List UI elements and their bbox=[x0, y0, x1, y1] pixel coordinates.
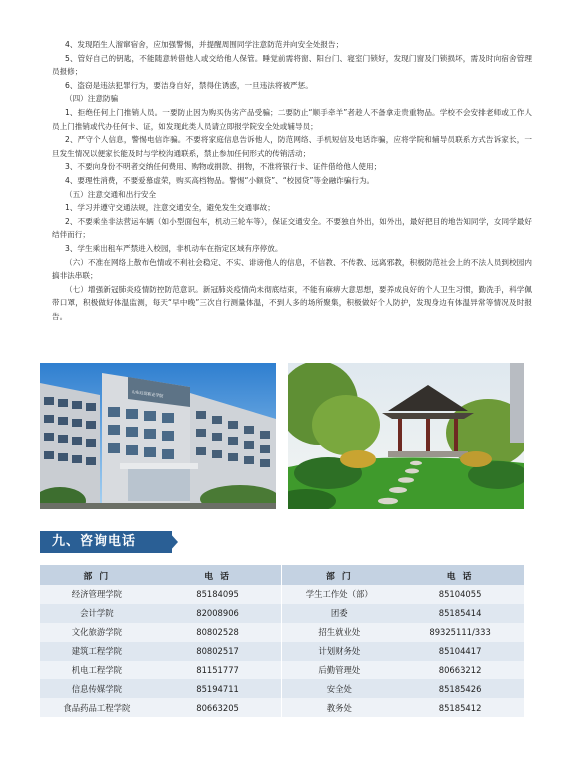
paragraph: （六）不准在网络上散布色情或不利社会稳定、不实、诽谤他人的信息，不信教、不传教、远离邪教，积极防范社会上的不法人员到校园内搞非法串联； bbox=[52, 257, 532, 281]
department-cell: 后勤管理处 bbox=[282, 661, 396, 680]
department-cell: 招生就业处 bbox=[282, 623, 396, 642]
department-cell: 教务处 bbox=[282, 698, 396, 717]
campus-building-photo bbox=[40, 363, 276, 509]
department-cell: 食品药品工程学院 bbox=[40, 698, 154, 717]
phone-cell: 80663205 bbox=[154, 698, 283, 717]
contact-table bbox=[40, 565, 524, 717]
department-cell: 信息传媒学院 bbox=[40, 679, 154, 698]
section-banner bbox=[40, 531, 184, 553]
paragraph: 2、严守个人信息，警惕电信诈骗。不要将家庭信息告诉他人，防范网络、手机短信及电话诈骗，应将学院和辅导员联系方式告诉家长，一旦发生情况以便家长能及时与学校沟通联系，禁止参加任何形式的传销活动； bbox=[52, 135, 532, 158]
table-header-row bbox=[40, 565, 524, 585]
department-cell: 团委 bbox=[282, 604, 396, 623]
phone-cell: 82008906 bbox=[154, 604, 283, 623]
table-row bbox=[40, 698, 524, 717]
phone-cell: 80802517 bbox=[154, 642, 283, 661]
photo-row bbox=[40, 363, 524, 509]
department-cell: 文化旅游学院 bbox=[40, 623, 154, 642]
department-cell: 学生工作处（部） bbox=[282, 585, 396, 604]
table-row bbox=[40, 623, 524, 642]
phone-cell: 85184095 bbox=[154, 585, 283, 604]
phone-cell: 85194711 bbox=[154, 679, 283, 698]
header-department: 部 门 bbox=[282, 565, 396, 585]
department-cell: 经济管理学院 bbox=[40, 585, 154, 604]
paragraph: 1、学习并遵守交通法规，注意交通安全，避免发生交通事故； bbox=[65, 203, 275, 213]
paragraph: 2、不要乘坐非法营运车辆（如小型面包车，机动三轮车等），保证交通安全。不要独自外出，如外出，最好把目的地告知同学，女同学最好结伴而行； bbox=[52, 216, 532, 240]
table-row bbox=[40, 679, 524, 698]
phone-cell: 85104417 bbox=[396, 642, 524, 661]
paragraph: 4、发现陌生人溜窜宿舍，应加强警惕，并提醒周围同学注意防范并向安全处报告； bbox=[65, 40, 344, 49]
department-cell: 机电工程学院 bbox=[40, 661, 154, 680]
department-cell: 建筑工程学院 bbox=[40, 642, 154, 661]
paragraph: 4、要理性消费，不要爱慕虚荣，购买高档物品。警惕“小额贷”、“校园贷”等金融诈骗行为。 bbox=[65, 175, 375, 185]
body-text bbox=[52, 38, 532, 323]
paragraph: 3、学生乘出租车严禁进入校园，非机动车在指定区域有序停放。 bbox=[65, 243, 283, 253]
phone-cell: 85185414 bbox=[396, 604, 524, 623]
section-title: 九、咨询电话 bbox=[52, 534, 137, 549]
table-row bbox=[40, 604, 524, 623]
section-heading: （五）注意交通和出行安全 bbox=[65, 189, 157, 199]
paragraph: （七）增强新冠肺炎疫情防控防范意识。新冠肺炎疫情尚未彻底结束，不能有麻痹大意思想，要养成良好的个人卫生习惯，勤洗手，科学佩带口罩，积极做好体温监测，每天“早中晚”三次自行测量体温，不到人多的场所聚集，积极做好个人防护，发现身边有体温异常等情况及时报告。 bbox=[52, 284, 532, 321]
paragraph: 3、不要向身份不明者交纳任何费用、购物或捐款、捐物，不准将银行卡、证件借给他人使用； bbox=[65, 162, 382, 172]
table-row bbox=[40, 585, 524, 604]
paragraph: 6、盗窃是违法犯罪行为，要洁身自好，禁得住诱惑，一旦违法将被严惩。 bbox=[65, 80, 313, 90]
garden-pavilion-photo bbox=[288, 363, 524, 509]
phone-cell: 89325111/333 bbox=[396, 623, 524, 642]
phone-cell: 85185426 bbox=[396, 679, 524, 698]
department-cell: 会计学院 bbox=[40, 604, 154, 623]
phone-cell: 85104055 bbox=[396, 585, 524, 604]
building-sign-text: 山东经贸职业学院 bbox=[131, 389, 164, 399]
phone-cell: 80663212 bbox=[396, 661, 524, 680]
table-row bbox=[40, 642, 524, 661]
phone-cell: 81151777 bbox=[154, 661, 283, 680]
section-heading: （四）注意防骗 bbox=[65, 94, 119, 104]
banner-tail bbox=[168, 531, 178, 553]
paragraph: 5、管好自己的钥匙，不能随意转借他人或交给他人保管。睡觉前需将窗、阳台门、寝室门锁好，发现门窗及门锁损坏，需及时向宿舍管理员报修； bbox=[52, 53, 532, 77]
paragraph: 1、拒绝任何上门推销人员。一要防止因为购买伪劣产品受骗；二要防止“顺手牵羊”者趁人不备拿走贵重物品。学校不会安排老师或工作人员上门推销或代办任何卡、证，如发现此类人员请立即报学院安全处或辅导员； bbox=[52, 107, 532, 131]
header-phone: 电 话 bbox=[154, 565, 283, 585]
phone-cell: 85185412 bbox=[396, 698, 524, 717]
department-cell: 安全处 bbox=[282, 679, 396, 698]
header-phone: 电 话 bbox=[396, 565, 524, 585]
header-department: 部 门 bbox=[40, 565, 154, 585]
table-row bbox=[40, 661, 524, 680]
phone-cell: 80802528 bbox=[154, 623, 283, 642]
department-cell: 计划财务处 bbox=[282, 642, 396, 661]
